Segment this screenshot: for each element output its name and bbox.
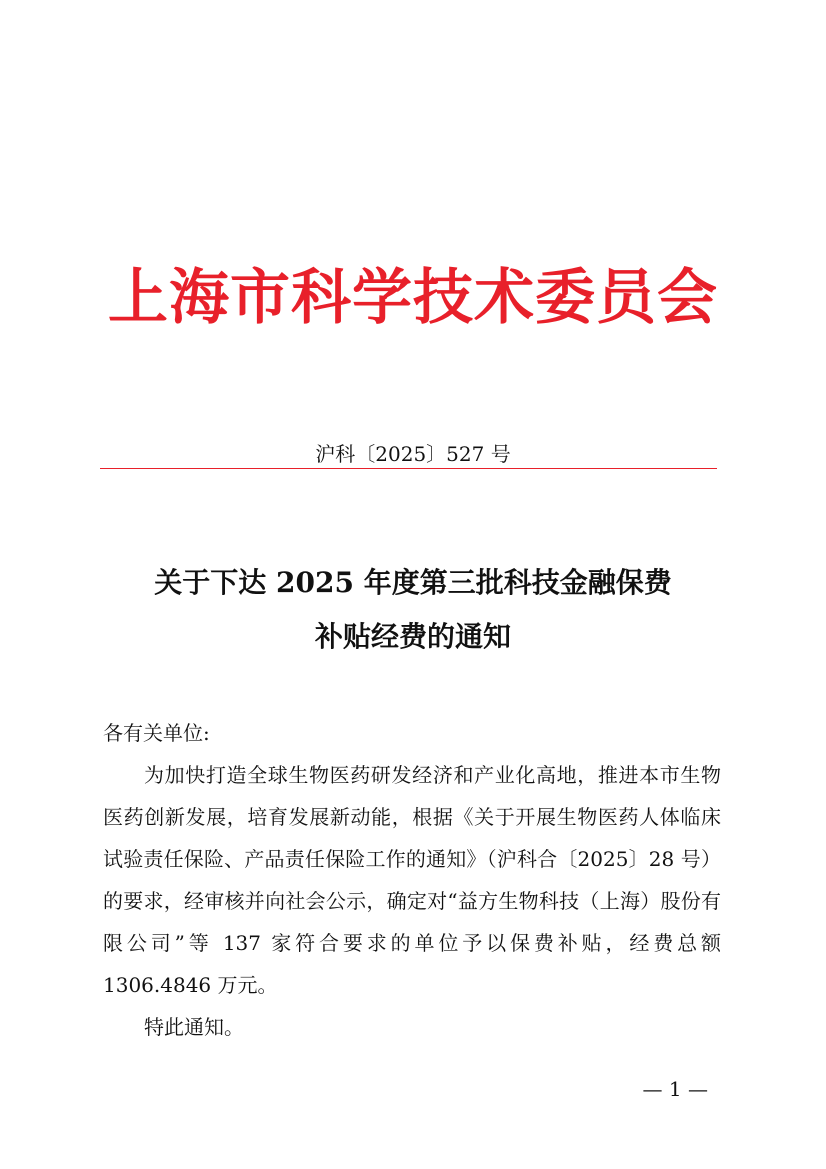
main-paragraph: 为加快打造全球生物医药研发经济和产业化高地，推进本市生物医药创新发展，培育发展新动能，根据《关于开展生物医药人体临床试验责任保险、产品责任保险工作的通知》（沪科合〔2025〕28 号）的要求，经审核并向社会公示，确定对“益方生物科技（上海）股份有限公司”等 137 家符合要求的单位予以保费补贴，经费总额 1306.4846 万元。 [103, 763, 721, 997]
red-divider-line [100, 468, 717, 469]
document-title [0, 556, 826, 664]
organization-header: 上海市科学技术委员会 [108, 263, 718, 333]
document-number: 沪科〔2025〕527 号 [315, 442, 511, 466]
page-number: — 1 — [642, 1077, 708, 1101]
document-title-line-2: 补贴经费的通知 [314, 620, 511, 653]
salutation: 各有关单位: [103, 721, 210, 745]
closing-line: 特此通知。 [144, 1015, 244, 1039]
document-title-line-1: 关于下达 2025 年度第三批科技金融保费 [154, 566, 672, 599]
